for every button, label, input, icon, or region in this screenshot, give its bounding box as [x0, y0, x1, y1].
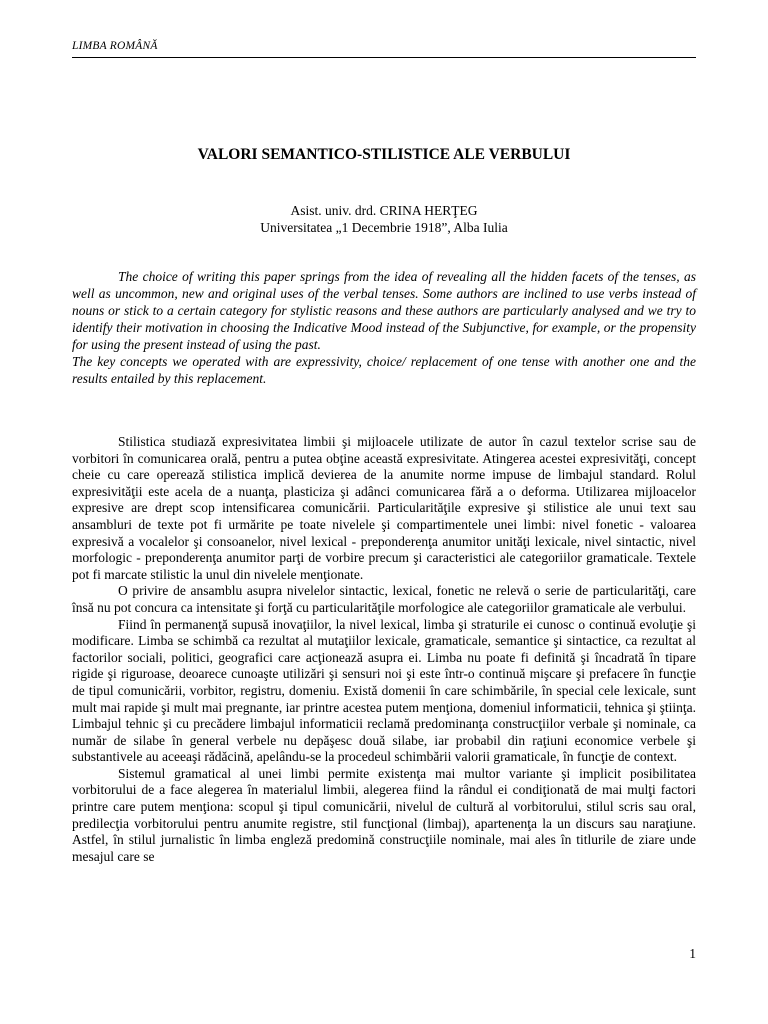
author-block: [72, 202, 696, 236]
body-paragraph: Fiind în permanenţă supusă inovaţiilor, la nivel lexical, limba şi straturile ei cunosc o continuă evoluţie şi modificare. Limba se schimbă ca rezultat al mutaţiilor lexicale, gramaticale, semantice şi sintactice, ca rezultat al factorilor sociali, politici, geografici care acţionează asupra ei. Limba nu poate fi definită şi încadrată în tipare rigide şi riguroase, deoarece cunoaşte utilizări şi sensuri noi şi este într-o continuă mişcare şi prefacere în funcţie de tipul comunicării, vorbitor, registru, domeniu. Există domenii în care schimbările, în special cele lexicale, sunt mult mai rapide şi mult mai pregnante, iar printre acestea putem menţiona, domeniul informaticii, tehnica şi ştiinţa. Limbajul tehnic şi cu precădere limbajul informaticii reclamă predominanţa construcţiilor verbale şi nominale, ca număr de silabe în general verbele nu depăşesc două silabe, iar probabil din raţiuni economice verbele şi substantivele au aceeaşi rădăcină, apelându-se la procedeul schimbării valorii gramaticale, în funcţie de context.: [72, 616, 696, 765]
abstract-paragraph: The key concepts we operated with are expressivity, choice/ replacement of one tense with another one and the results entailed by this replacement.: [72, 354, 696, 386]
author-name: Asist. univ. drd. CRINA HERŢEG: [290, 203, 478, 218]
author-affiliation: Universitatea „1 Decembrie 1918”, Alba Iulia: [260, 220, 508, 235]
header-divider: [72, 57, 696, 58]
body-text: [72, 434, 696, 865]
abstract-paragraph: The choice of writing this paper springs from the idea of revealing all the hidden facets of the tenses, as well as uncommon, new and original uses of the verbal tenses. Some authors are inclined to use verbs instead of nouns or stick to a certain category for stylistic reasons and these authors are particularly analysed and we try to identify their motivation in choosing the Indicative Mood instead of the Subjunctive, for example, or the propensity for using the present instead of using the past.: [72, 269, 696, 352]
running-header: LIMBA ROMÂNĂ: [72, 40, 158, 52]
body-paragraph: O privire de ansamblu asupra nivelelor sintactic, lexical, fonetic ne relevă o serie de particularităţi, care însă nu pot concura ca intensitate şi forţă cu particularităţile morfologice ale categoriilor gramaticale ale verbului.: [72, 583, 696, 615]
page-number: 1: [689, 946, 696, 961]
document-page: [72, 0, 696, 1024]
body-paragraph: Stilistica studiază expresivitatea limbii şi mijloacele utilizate de autor în cazul textelor scrise sau de vorbitori în comunicarea orală, pentru a putea obţine această expresivitate. Atingerea acestei expresivităţi, concept cheie cu care operează stilistica implică devierea de la anumite norme impuse de limbajul standard. Rolul expresivităţii este acela de a nuanţa, plasticiza şi adânci comunicarea fără a o deforma. Utilizarea mijloacelor expresive are drept scop intensificarea comunicării. Particularităţile expresive şi stilistice ale unui text sau ansambluri de texte pot fi urmărite pe toate nivelele şi compartimentele unei limbi: nivel fonetic - valoarea expresivă a vocalelor şi consoanelor, nivel lexical - preponderenţa anumitor unităţi lexicale, nivel sintactic, nivel morfologic - preponderenţa anumitor parţi de vorbire precum şi caracteristici ale categoriilor gramaticale. Textele pot fi marcate stilistic la unul din nivelele menţionate.: [72, 434, 696, 582]
body-paragraph: Sistemul gramatical al unei limbi permite existenţa mai multor variante şi implicit posibilitatea vorbitorului de a face alegerea în materialul limbii, alegerea fiind la rândul ei condiţionată de mai mulţi factori printre care putem menţiona: scopul şi tipul comunicării, nivelul de cultură al vorbitorului, stilul scris sau oral, predilecţia vorbitorului pentru anumite registre, stil funcţional (limbaj), apartenenţa la un discurs sau naraţiune. Astfel, în stilul jurnalistic în limba engleză predomină construcţiile nominale, mai ales în titlurile de ziare unde mesajul care se: [72, 765, 696, 864]
article-title: VALORI SEMANTICO-STILISTICE ALE VERBULUI: [197, 146, 571, 163]
abstract: [72, 268, 696, 387]
